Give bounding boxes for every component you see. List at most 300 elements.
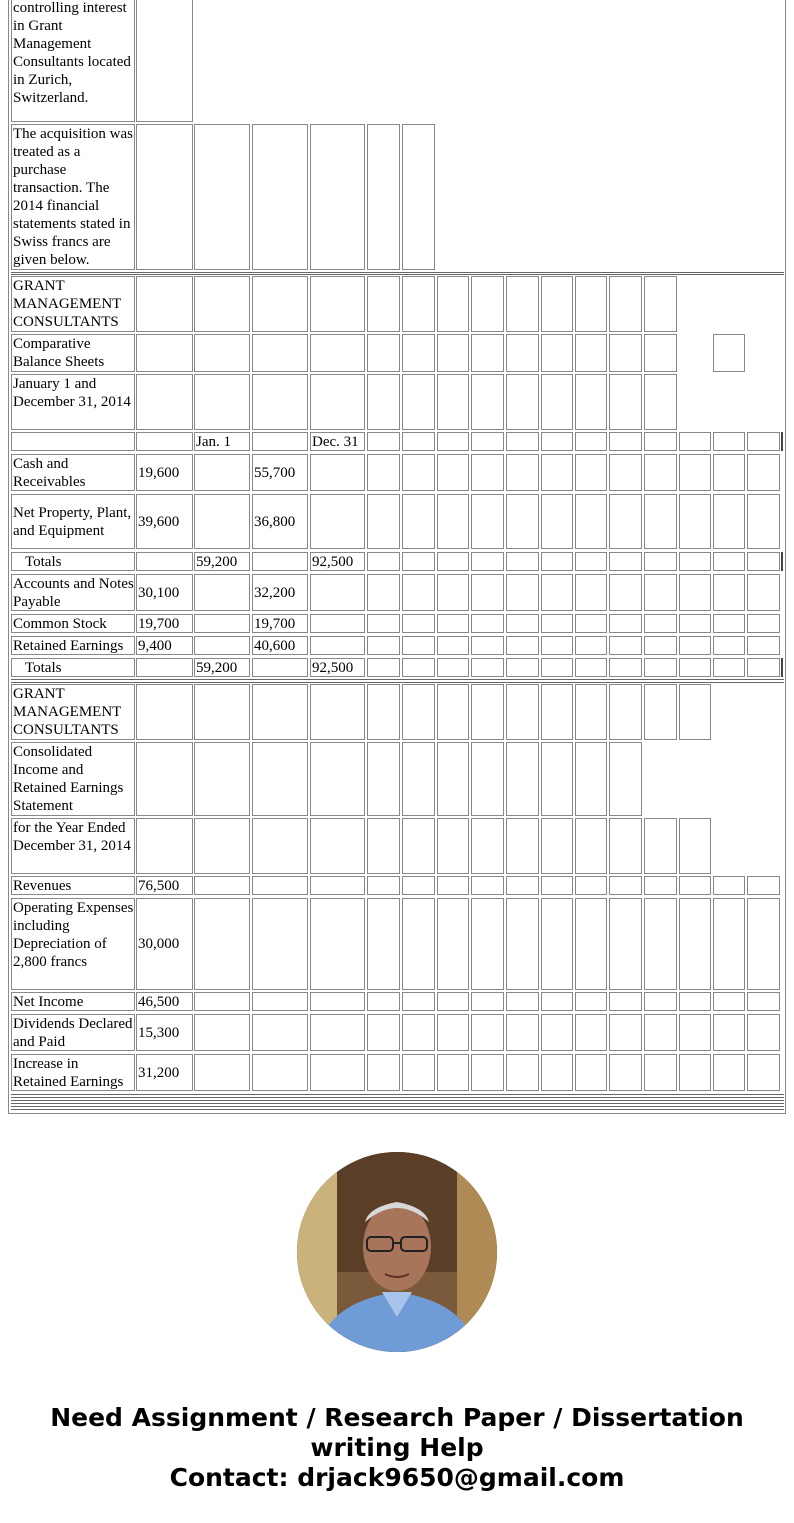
- double-rule: [11, 1103, 784, 1104]
- table-cell: [747, 1054, 780, 1091]
- table-cell: [437, 818, 469, 874]
- table-cell: [747, 614, 780, 633]
- table-cell: [541, 494, 573, 549]
- value-cell: Dec. 31: [310, 432, 365, 451]
- table-cell: [575, 684, 607, 740]
- table-cell: [747, 552, 780, 571]
- table-cell: [310, 992, 365, 1011]
- table-cell: [679, 898, 711, 990]
- table-cell: [310, 1054, 365, 1091]
- value-cell: 92,500: [310, 658, 365, 677]
- column-edge-marker: [781, 552, 783, 571]
- table-cell: [310, 574, 365, 611]
- row-label: Common Stock: [11, 614, 135, 633]
- table-cell: [310, 494, 365, 549]
- table-cell: [471, 684, 504, 740]
- table-cell: [609, 276, 642, 332]
- table-cell: [310, 684, 365, 740]
- table-cell: [644, 334, 677, 372]
- table-cell: [747, 1014, 780, 1051]
- table-cell: [747, 574, 780, 611]
- table-cell: [367, 818, 400, 874]
- table-cell: [136, 742, 193, 816]
- table-cell: [437, 876, 469, 895]
- table-cell: [194, 574, 250, 611]
- table-cell: [506, 374, 539, 430]
- table-cell: [506, 742, 539, 816]
- table-cell: [136, 374, 193, 430]
- row-label: Comparative Balance Sheets: [11, 334, 135, 372]
- table-cell: [402, 684, 435, 740]
- table-cell: [575, 992, 607, 1011]
- table-cell: [310, 614, 365, 633]
- table-cell: [402, 374, 435, 430]
- table-cell: [644, 658, 677, 677]
- table-cell: [713, 614, 745, 633]
- table-cell: [136, 0, 193, 122]
- table-cell: [644, 454, 677, 491]
- table-cell: [609, 684, 642, 740]
- table-cell: [367, 124, 400, 270]
- row-label: Increase in Retained Earnings: [11, 1054, 135, 1091]
- table-cell: [575, 276, 607, 332]
- table-cell: [437, 552, 469, 571]
- table-cell: [437, 658, 469, 677]
- table-cell: [541, 574, 573, 611]
- table-cell: [471, 636, 504, 655]
- table-cell: [252, 818, 308, 874]
- row-label: Retained Earnings: [11, 636, 135, 655]
- table-cell: [679, 684, 711, 740]
- table-cell: [437, 742, 469, 816]
- table-cell: [575, 658, 607, 677]
- table-cell: [541, 1014, 573, 1051]
- table-cell: [679, 494, 711, 549]
- table-cell: [310, 898, 365, 990]
- table-cell: [609, 374, 642, 430]
- table-cell: [609, 574, 642, 611]
- table-cell: [713, 454, 745, 491]
- table-cell: [679, 614, 711, 633]
- table-cell: [541, 334, 573, 372]
- value-cell: 30,100: [136, 574, 193, 611]
- double-rule: [11, 1100, 784, 1101]
- table-cell: [252, 992, 308, 1011]
- table-cell: [506, 1054, 539, 1091]
- table-cell: [747, 898, 780, 990]
- table-cell: [575, 898, 607, 990]
- value-cell: 40,600: [252, 636, 308, 655]
- table-cell: [194, 898, 250, 990]
- table-cell: [506, 276, 539, 332]
- table-cell: [713, 658, 745, 677]
- table-cell: [471, 552, 504, 571]
- table-cell: [402, 818, 435, 874]
- table-cell: [136, 432, 193, 451]
- table-cell: [575, 374, 607, 430]
- table-cell: [402, 574, 435, 611]
- table-cell: [541, 374, 573, 430]
- table-cell: [713, 432, 745, 451]
- double-rule: [11, 272, 784, 273]
- table-cell: [541, 742, 573, 816]
- table-cell: [402, 1014, 435, 1051]
- table-cell: [402, 614, 435, 633]
- double-rule: [11, 274, 784, 275]
- table-cell: [252, 374, 308, 430]
- table-cell: [367, 876, 400, 895]
- double-rule: [11, 1094, 784, 1095]
- table-cell: [367, 574, 400, 611]
- table-cell: [437, 574, 469, 611]
- table-cell: [609, 876, 642, 895]
- table-cell: [471, 494, 504, 549]
- table-cell: [471, 374, 504, 430]
- spreadsheet-table: [8, 0, 786, 1114]
- value-cell: 36,800: [252, 494, 308, 549]
- promo-text: [0, 1403, 794, 1493]
- table-cell: [644, 276, 677, 332]
- table-cell: [310, 454, 365, 491]
- table-cell: [506, 636, 539, 655]
- table-cell: [541, 992, 573, 1011]
- table-cell: [506, 454, 539, 491]
- table-cell: [194, 276, 250, 332]
- table-cell: [747, 494, 780, 549]
- value-cell: 19,700: [136, 614, 193, 633]
- table-cell: [713, 334, 745, 372]
- table-cell: [713, 574, 745, 611]
- table-cell: [471, 454, 504, 491]
- table-cell: [506, 658, 539, 677]
- row-label: Accounts and Notes Payable: [13, 575, 134, 610]
- value-cell: Jan. 1: [194, 432, 250, 451]
- row-label: for the Year Ended December 31, 2014: [11, 818, 135, 874]
- table-cell: [679, 992, 711, 1011]
- table-cell: [402, 432, 435, 451]
- table-cell: [575, 1054, 607, 1091]
- value-cell: 30,000: [136, 898, 193, 990]
- table-cell: [609, 334, 642, 372]
- table-cell: [541, 818, 573, 874]
- table-cell: [437, 614, 469, 633]
- table-cell: [367, 658, 400, 677]
- table-cell: [194, 1014, 250, 1051]
- table-cell: [471, 658, 504, 677]
- table-cell: [194, 494, 250, 549]
- table-cell: [367, 454, 400, 491]
- row-label: Dividends Declared and Paid: [11, 1014, 135, 1051]
- row-label: Consolidated Income and Retained Earnings Statement: [11, 742, 135, 816]
- table-cell: [747, 454, 780, 491]
- table-cell: [609, 992, 642, 1011]
- table-cell: [506, 876, 539, 895]
- table-cell: [644, 552, 677, 571]
- table-cell: [402, 276, 435, 332]
- table-cell: [609, 658, 642, 677]
- table-cell: [679, 574, 711, 611]
- table-cell: [136, 684, 193, 740]
- row-label: Revenues: [11, 876, 135, 895]
- table-cell: [252, 1054, 308, 1091]
- table-cell: [506, 992, 539, 1011]
- table-cell: [609, 898, 642, 990]
- table-cell: [367, 1054, 400, 1091]
- row-label: The acquisition was treated as a purchase transaction. The 2014 financial statements stated in Swiss francs are given below.: [11, 124, 135, 270]
- value-cell: 31,200: [136, 1054, 193, 1091]
- table-cell: [644, 876, 677, 895]
- table-cell: [136, 658, 193, 677]
- table-cell: [194, 742, 250, 816]
- table-cell: [644, 684, 677, 740]
- table-cell: [310, 636, 365, 655]
- table-cell: [402, 876, 435, 895]
- table-cell: [609, 818, 642, 874]
- row-label: Totals: [11, 552, 135, 571]
- author-avatar: [297, 1152, 497, 1352]
- table-cell: [575, 876, 607, 895]
- table-cell: [541, 636, 573, 655]
- row-label: GRANT MANAGEMENT CONSULTANTS: [11, 684, 135, 740]
- table-cell: [437, 276, 469, 332]
- table-cell: [713, 898, 745, 990]
- table-cell: [194, 684, 250, 740]
- value-cell: 92,500: [310, 552, 365, 571]
- row-label: Cash and Receivables: [11, 454, 135, 491]
- table-cell: [437, 1014, 469, 1051]
- table-cell: [252, 276, 308, 332]
- table-cell: [194, 124, 250, 270]
- table-cell: [679, 658, 711, 677]
- table-cell: [367, 374, 400, 430]
- table-cell: [136, 276, 193, 332]
- table-cell: [194, 992, 250, 1011]
- value-cell: 55,700: [252, 454, 308, 491]
- table-cell: [367, 992, 400, 1011]
- table-cell: [310, 374, 365, 430]
- table-cell: [367, 614, 400, 633]
- table-cell: [437, 898, 469, 990]
- table-cell: [644, 1054, 677, 1091]
- table-cell: [367, 684, 400, 740]
- table-cell: [194, 614, 250, 633]
- table-cell: [679, 818, 711, 874]
- table-cell: [252, 432, 308, 451]
- value-cell: 59,200: [194, 552, 250, 571]
- table-cell: [310, 276, 365, 332]
- table-cell: [644, 432, 677, 451]
- table-cell: [644, 374, 677, 430]
- table-cell: [367, 1014, 400, 1051]
- table-cell: [471, 898, 504, 990]
- table-cell: [471, 1054, 504, 1091]
- table-cell: [252, 124, 308, 270]
- table-cell: [437, 432, 469, 451]
- table-cell: [367, 636, 400, 655]
- table-cell: [644, 614, 677, 633]
- value-cell: 39,600: [136, 494, 193, 549]
- value-cell: 32,200: [252, 574, 308, 611]
- table-cell: [575, 552, 607, 571]
- table-cell: [471, 742, 504, 816]
- table-cell: [367, 494, 400, 549]
- table-cell: [437, 494, 469, 549]
- row-label: GRANT MANAGEMENT CONSULTANTS: [11, 276, 135, 332]
- table-cell: [402, 124, 435, 270]
- table-cell: [541, 614, 573, 633]
- table-cell: [506, 898, 539, 990]
- table-cell: [194, 818, 250, 874]
- promo-line-3: Contact: drjack9650@gmail.com: [169, 1463, 625, 1492]
- table-cell: [471, 574, 504, 611]
- table-cell: [252, 898, 308, 990]
- table-cell: [252, 334, 308, 372]
- table-cell: [713, 494, 745, 549]
- table-cell: [541, 454, 573, 491]
- table-cell: [402, 334, 435, 372]
- table-cell: [437, 636, 469, 655]
- table-cell: [367, 276, 400, 332]
- row-label: Operating Expenses including Depreciation of 2,800 francs: [11, 898, 135, 990]
- table-cell: [310, 818, 365, 874]
- table-cell: [310, 124, 365, 270]
- value-cell: 59,200: [194, 658, 250, 677]
- table-cell: [136, 334, 193, 372]
- table-cell: [644, 1014, 677, 1051]
- table-cell: [609, 494, 642, 549]
- table-cell: [609, 1014, 642, 1051]
- table-cell: [471, 992, 504, 1011]
- table-cell: [541, 1054, 573, 1091]
- table-cell: [471, 876, 504, 895]
- table-cell: [644, 818, 677, 874]
- table-cell: [402, 552, 435, 571]
- table-cell: [310, 742, 365, 816]
- table-cell: [471, 334, 504, 372]
- table-cell: [609, 552, 642, 571]
- table-cell: [506, 614, 539, 633]
- table-cell: [575, 1014, 607, 1051]
- table-cell: [679, 636, 711, 655]
- column-edge-marker: [781, 432, 783, 451]
- table-cell: [747, 876, 780, 895]
- table-cell: [367, 552, 400, 571]
- table-cell: [252, 742, 308, 816]
- table-cell: [310, 1014, 365, 1051]
- table-cell: [252, 684, 308, 740]
- table-cell: [136, 124, 193, 270]
- value-cell: 15,300: [136, 1014, 193, 1051]
- table-cell: [252, 658, 308, 677]
- table-cell: [541, 876, 573, 895]
- table-cell: [252, 876, 308, 895]
- table-cell: [471, 432, 504, 451]
- table-cell: [310, 876, 365, 895]
- table-cell: [402, 636, 435, 655]
- table-cell: [679, 432, 711, 451]
- table-cell: [402, 494, 435, 549]
- table-cell: [747, 636, 780, 655]
- table-cell: [506, 574, 539, 611]
- table-cell: [506, 334, 539, 372]
- value-cell: 19,600: [136, 454, 193, 491]
- table-cell: [644, 494, 677, 549]
- table-cell: [679, 454, 711, 491]
- table-cell: [541, 552, 573, 571]
- table-cell: [609, 1054, 642, 1091]
- table-cell: [541, 276, 573, 332]
- row-label: Net Income: [11, 992, 135, 1011]
- table-cell: [644, 636, 677, 655]
- table-cell: [194, 454, 250, 491]
- table-cell: [575, 494, 607, 549]
- table-cell: [575, 432, 607, 451]
- table-cell: [367, 432, 400, 451]
- table-cell: [310, 334, 365, 372]
- table-cell: [506, 552, 539, 571]
- table-cell: [194, 374, 250, 430]
- table-cell: [609, 636, 642, 655]
- table-cell: [541, 658, 573, 677]
- table-cell: [471, 1014, 504, 1051]
- double-rule: [11, 1106, 784, 1107]
- table-cell: [644, 992, 677, 1011]
- table-cell: [679, 1054, 711, 1091]
- row-label: Totals: [11, 658, 135, 677]
- table-cell: [644, 574, 677, 611]
- table-cell: [194, 876, 250, 895]
- table-cell: [506, 494, 539, 549]
- table-cell: [402, 742, 435, 816]
- table-cell: [713, 992, 745, 1011]
- double-rule: [11, 682, 784, 683]
- table-cell: [367, 334, 400, 372]
- table-cell: [437, 454, 469, 491]
- table-cell: [644, 898, 677, 990]
- value-cell: 46,500: [136, 992, 193, 1011]
- table-cell: [252, 1014, 308, 1051]
- double-rule: [11, 679, 784, 680]
- table-cell: [609, 614, 642, 633]
- table-cell: [575, 454, 607, 491]
- table-cell: [252, 552, 308, 571]
- promo-line-1: Need Assignment / Research Paper / Dissertation: [50, 1403, 744, 1432]
- value-cell: 76,500: [136, 876, 193, 895]
- table-cell: [402, 454, 435, 491]
- double-rule: [11, 1097, 784, 1098]
- table-cell: [575, 334, 607, 372]
- table-cell: [713, 1054, 745, 1091]
- row-label: Net Property, Plant, and Equipment: [11, 494, 135, 549]
- table-cell: [506, 684, 539, 740]
- table-cell: [402, 1054, 435, 1091]
- table-cell: [609, 432, 642, 451]
- row-label: [11, 432, 135, 451]
- table-cell: [437, 334, 469, 372]
- promo-line-2: writing Help: [310, 1433, 484, 1462]
- table-cell: [194, 1054, 250, 1091]
- table-cell: [437, 992, 469, 1011]
- table-cell: [506, 1014, 539, 1051]
- table-cell: [367, 898, 400, 990]
- table-cell: [437, 374, 469, 430]
- table-cell: [541, 898, 573, 990]
- table-cell: [679, 1014, 711, 1051]
- table-cell: [136, 818, 193, 874]
- table-cell: [194, 636, 250, 655]
- table-cell: [575, 818, 607, 874]
- table-cell: [609, 454, 642, 491]
